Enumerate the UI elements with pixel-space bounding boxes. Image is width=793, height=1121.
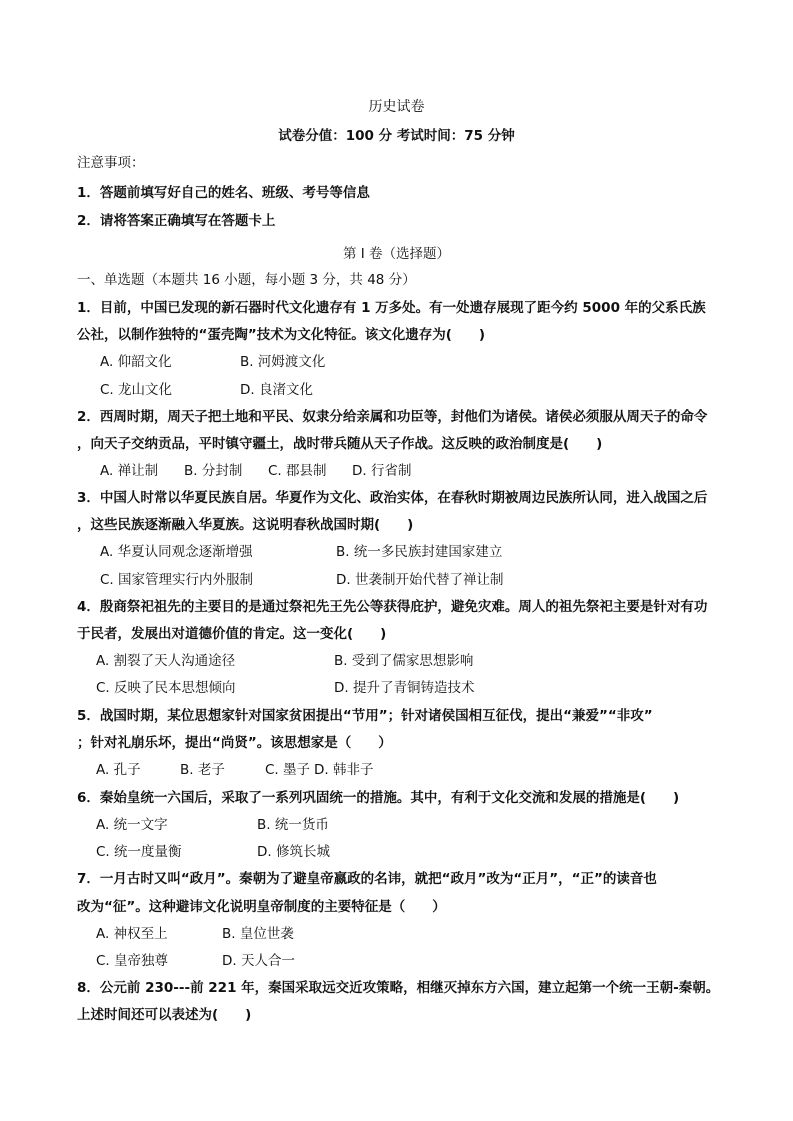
page-title: 历史试卷: [368, 99, 425, 115]
question-2-option-c[interactable]: C. 郡县制: [268, 463, 327, 479]
question-1-option-b[interactable]: B. 河姆渡文化: [240, 354, 326, 370]
question-8-line-2: 上述时间还可以表述为( ): [77, 1007, 252, 1023]
question-1-line-1: 1．目前，中国已发现的新石器时代文化遗存有 1 万多处。有一处遗存展现了距今约 5000 年的父系氏族: [77, 300, 706, 316]
question-6-option-d[interactable]: D. 修筑长城: [257, 844, 330, 860]
question-2-option-d[interactable]: D. 行省制: [352, 463, 412, 479]
question-6-line-1: 6．秦始皇统一六国后，采取了一系列巩固统一的措施。其中，有利于文化交流和发展的措施是( ): [77, 790, 680, 806]
question-3-option-b[interactable]: B. 统一多民族封建国家建立: [336, 544, 503, 560]
question-4-option-b[interactable]: B. 受到了儒家思想影响: [334, 653, 474, 669]
question-6-option-b[interactable]: B. 统一货币: [257, 817, 329, 833]
question-5-option-c[interactable]: C. 墨子: [265, 762, 311, 778]
question-1-option-d[interactable]: D. 良渚文化: [240, 382, 313, 398]
part-heading: 一、单选题（本题共 16 小题，每小题 3 分，共 48 分）: [77, 272, 416, 288]
question-3-option-d[interactable]: D. 世袭制开始代替了禅让制: [336, 572, 504, 588]
question-7-option-d[interactable]: D. 天人合一: [222, 953, 295, 969]
question-1-option-a[interactable]: A. 仰韶文化: [100, 354, 172, 370]
notice-heading: 注意事项：: [77, 155, 145, 171]
question-5-option-b[interactable]: B. 老子: [180, 762, 225, 778]
notice-item: 1．答题前填写好自己的姓名、班级、考号等信息: [77, 185, 370, 201]
question-7-option-a[interactable]: A. 神权至上: [96, 926, 168, 942]
question-1-line-2: 公社，以制作独特的“蛋壳陶”技术为文化特征。该文化遗存为( ): [77, 327, 486, 343]
question-2-option-a[interactable]: A. 禅让制: [100, 463, 159, 479]
question-3-line-2: ，这些民族逐渐融入华夏族。这说明春秋战国时期( ): [77, 517, 414, 533]
question-7-line-1: 7．一月古时又叫“政月”。秦朝为了避皇帝嬴政的名讳，就把“政月”改为“正月”，“正”的读音也: [77, 871, 657, 887]
question-4-line-1: 4．殷商祭祀祖先的主要目的是通过祭祀先王先公等获得庇护，避免灾难。周人的祖先祭祀主要是针对有功: [77, 599, 708, 615]
question-3-line-1: 3．中国人时常以华夏民族自居。华夏作为文化、政治实体，在春秋时期被周边民族所认同，进入战国之后: [77, 490, 708, 506]
question-7-option-b[interactable]: B. 皇位世袭: [222, 926, 294, 942]
question-1-option-c[interactable]: C. 龙山文化: [100, 382, 173, 398]
question-3-option-a[interactable]: A. 华夏认同观念逐渐增强: [100, 544, 253, 560]
question-2-line-1: 2．西周时期，周天子把土地和平民、奴隶分给亲属和功臣等，封他们为诸侯。诸侯必须服从周天子的命令: [77, 409, 708, 425]
question-4-option-d[interactable]: D. 提升了青铜铸造技术: [334, 680, 475, 696]
question-7-option-c[interactable]: C. 皇帝独尊: [96, 953, 169, 969]
section-title: 第 I 卷（选择题）: [342, 246, 451, 262]
question-8-line-1: 8．公元前 230---前 221 年，秦国采取远交近攻策略，相继灭掉东方六国，建立起第一个统一王朝-秦朝。: [77, 980, 720, 996]
question-5-line-2: ；针对礼崩乐坏，提出“尚贤”。该思想家是（ ）: [77, 735, 392, 751]
question-4-option-c[interactable]: C. 反映了民本思想倾向: [96, 680, 236, 696]
question-6-option-c[interactable]: C. 统一度量衡: [96, 844, 182, 860]
question-5-line-1: 5．战国时期，某位思想家针对国家贫困提出“节用”；针对诸侯国相互征伐，提出“兼爱”“非攻”: [77, 708, 653, 724]
question-2-option-b[interactable]: B. 分封制: [184, 463, 243, 479]
notice-item: 2．请将答案正确填写在答题卡上: [77, 213, 276, 229]
question-5-option-d[interactable]: D. 韩非子: [314, 762, 374, 778]
exam-subtitle: 试卷分值：100 分 考试时间：75 分钟: [278, 128, 515, 144]
question-4-option-a[interactable]: A. 割裂了天人沟通途径: [96, 653, 236, 669]
question-6-option-a[interactable]: A. 统一文字: [96, 817, 168, 833]
question-2-line-2: ，向天子交纳贡品，平时镇守疆土，战时带兵随从天子作战。这反映的政治制度是( ): [77, 436, 603, 452]
question-5-option-a[interactable]: A. 孔子: [96, 762, 141, 778]
question-3-option-c[interactable]: C. 国家管理实行内外服制: [100, 572, 254, 588]
question-7-line-2: 改为“征”。这种避讳文化说明皇帝制度的主要特征是（ ）: [77, 899, 446, 915]
question-4-line-2: 于民者，发展出对道德价值的肯定。这一变化( ): [77, 626, 387, 642]
